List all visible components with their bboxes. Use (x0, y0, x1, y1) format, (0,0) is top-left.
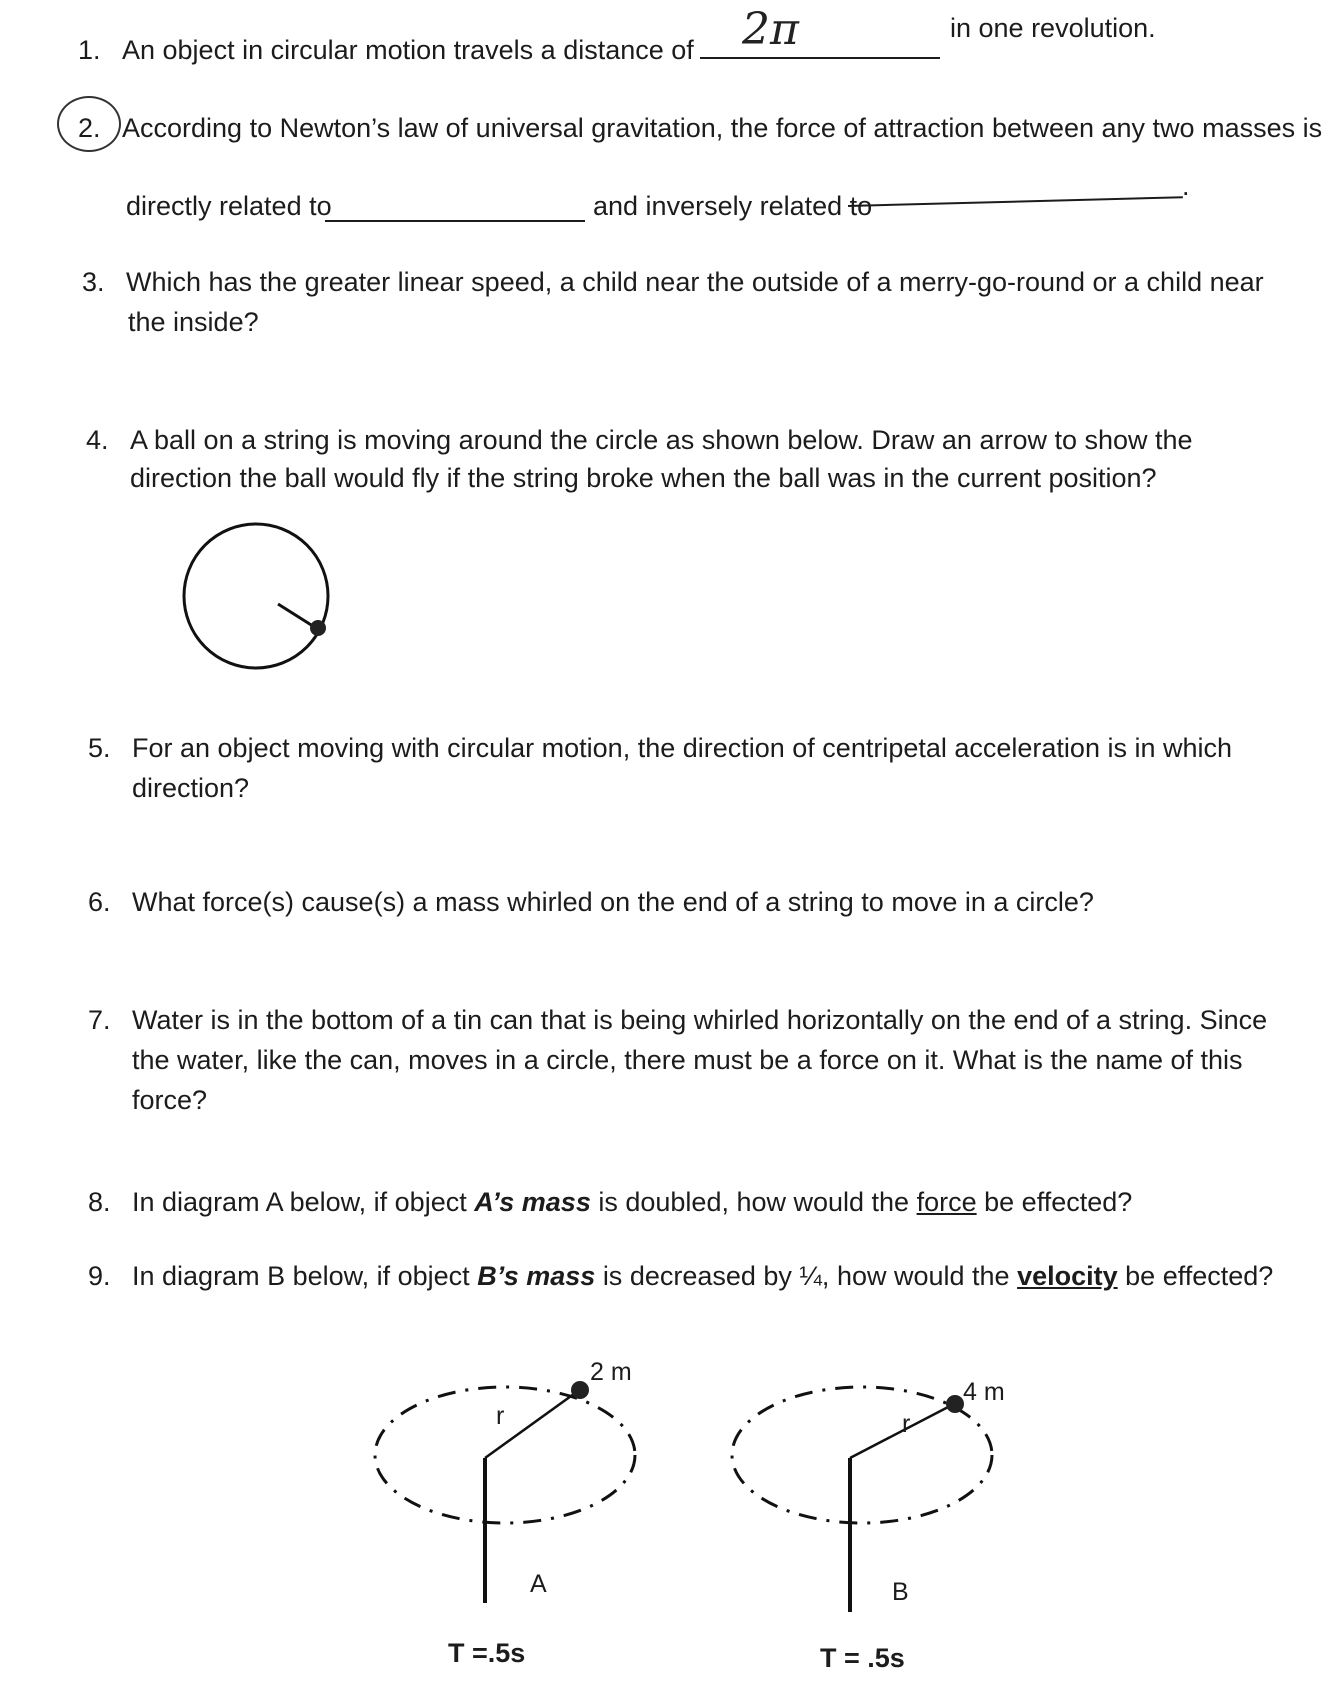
handwritten-answer-1: 2π (742, 4, 799, 55)
question-9-pre: In diagram B below, if object (132, 1261, 470, 1291)
diagram-a-mass (571, 1381, 589, 1399)
ball[interactable] (310, 620, 326, 636)
question-5-line-2: direction? (132, 773, 250, 803)
diagram-b (732, 1387, 992, 1612)
question-7-line-2: the water, like the can, moves in a circle, there must be a force on it. What is the name of this (132, 1045, 1243, 1075)
diagram-b-distance-label: 4 m (963, 1378, 1005, 1406)
circle-diagram-q4 (184, 524, 328, 668)
question-8-pre: In diagram A below, if object (132, 1187, 467, 1217)
question-2-line-2b: and inversely related to (593, 191, 873, 221)
question-3-line-2: the inside? (128, 307, 259, 337)
diagram-b-period: T = .5s (820, 1643, 905, 1673)
diagram-b-radius-line (850, 1405, 952, 1458)
diagram-a-radius-label: r (496, 1402, 505, 1430)
question-6-line-1: What force(s) cause(s) a mass whirled on the end of a string to move in a circle? (132, 887, 1094, 917)
question-4-line-1: A ball on a string is moving around the circle as shown below. Draw an arrow to show the (130, 425, 1193, 455)
question-3: 3. Which has the greater linear speed, a child near the outside of a merry-go-round or a child near (82, 267, 1264, 297)
question-8-mid: is doubled, how would the (598, 1187, 910, 1217)
question-1-text-a: An object in circular motion travels a distance of (122, 35, 694, 65)
diagram-b-name: B (892, 1578, 909, 1606)
diagram-a-orbit (375, 1387, 635, 1523)
question-5: 5. For an object moving with circular motion, the direction of centripetal acceleration is in which (88, 733, 1233, 763)
question-5-line-1: For an object moving with circular motion, the direction of centripetal acceleration is in which (132, 733, 1233, 763)
question-4-line-2: direction the ball would fly if the string broke when the ball was in the current position? (130, 463, 1157, 493)
question-6: 6. What force(s) cause(s) a mass whirled on the end of a string to move in a circle? (88, 887, 1094, 917)
question-1: 1. An object in circular motion travels a distance of (78, 35, 694, 65)
question-4: 4. A ball on a string is moving around the circle as shown below. Draw an arrow to show the (86, 425, 1193, 455)
question-8: 8. In diagram A below, if object A’s mass is doubled, how would the force be effected? (88, 1187, 1133, 1217)
question-7: 7. Water is in the bottom of a tin can that is being whirled horizontally on the end of a string. Since (88, 1005, 1268, 1035)
question-9-mid: is decreased by ¼, how would the (602, 1261, 1010, 1291)
question-2: 2. According to Newton’s law of universal gravitation, the force of attraction between any two masses is (78, 113, 1323, 143)
diagram-b-radius-label: r (902, 1410, 911, 1438)
question-2-line-1: According to Newton’s law of universal gravitation, the force of attraction between any two masses is (122, 113, 1323, 143)
question-9-post: be effected? (1125, 1261, 1274, 1291)
string-line[interactable] (278, 604, 316, 628)
question-7-line-3: force? (132, 1085, 208, 1115)
question-8-key: force (916, 1187, 977, 1217)
question-8-mass: A’s mass (474, 1187, 591, 1217)
question-9: 9. In diagram B below, if object B’s mass is decreased by ¼, how would the velocity be effected? (88, 1261, 1274, 1291)
question-9-mass: B’s mass (477, 1261, 596, 1291)
question-1-text-b: in one revolution. (950, 13, 1156, 43)
diagram-b-mass (946, 1395, 964, 1413)
question-3-line-1: Which has the greater linear speed, a child near the outside of a merry-go-round or a child near (126, 267, 1264, 297)
diagram-a-name: A (530, 1570, 547, 1598)
question-9-key: velocity (1017, 1261, 1118, 1291)
question-2-end: . (1182, 171, 1190, 201)
diagram-a (375, 1381, 635, 1603)
circular-path (184, 524, 328, 668)
question-2-line-2a: directly related to (126, 191, 332, 221)
diagram-a-distance-label: 2 m (590, 1358, 632, 1386)
question-7-line-1: Water is in the bottom of a tin can that is being whirled horizontally on the end of a string. Since (132, 1005, 1268, 1035)
diagram-a-period: T =.5s (448, 1638, 526, 1668)
question-8-post: be effected? (984, 1187, 1133, 1217)
